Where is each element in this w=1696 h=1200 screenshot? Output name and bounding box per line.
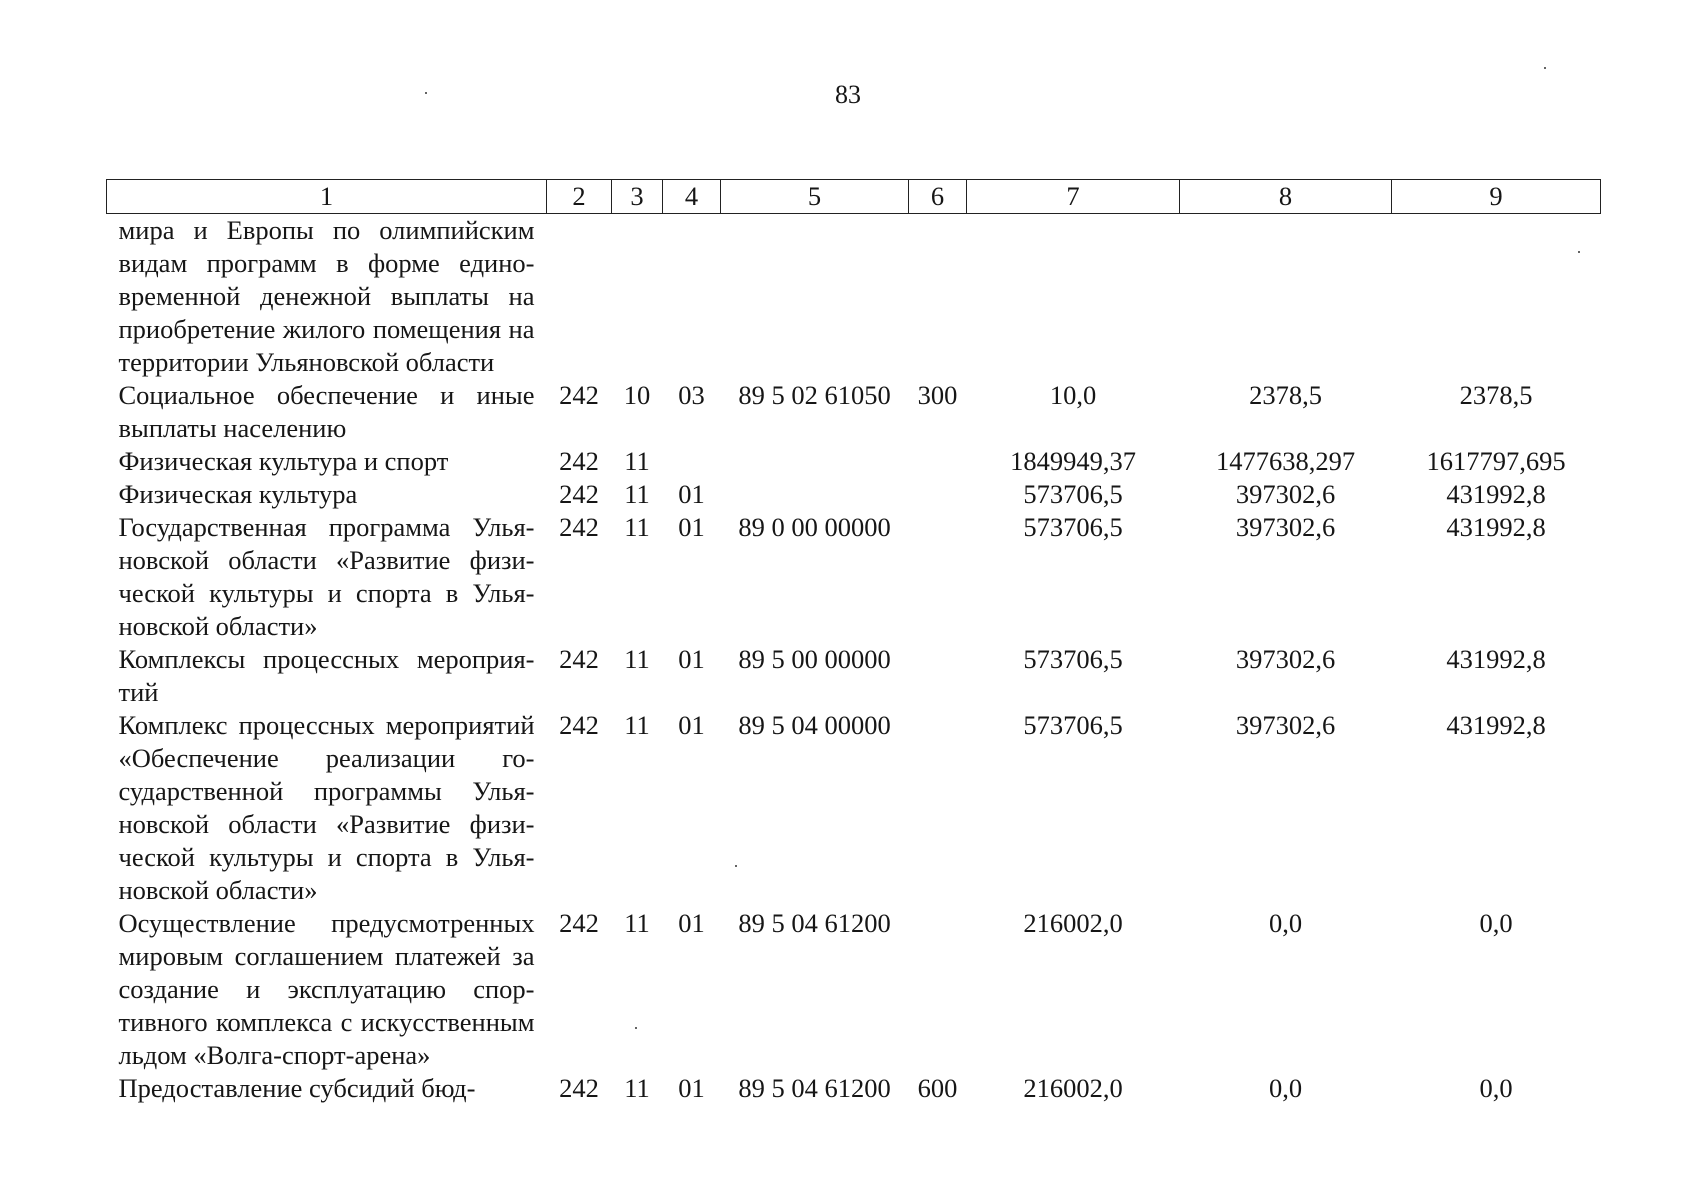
column-header: 8 (1180, 180, 1392, 214)
row-description: Комплекс процессных мероприятий «Обеспечение реализации государственной программы Ульяновской области «Развитие физической культуры и спорта в Ульяновской области» (118, 710, 535, 905)
row-description: Физическая культура (118, 479, 358, 509)
cell-col8: 397302,6 (1235, 512, 1336, 542)
row-description: Осуществление предусмотренных мировым соглашением платежей за создание и эксплуатацию спортивного комплекса с искусственным льдом «Волга-спорт-арена» (118, 908, 535, 1070)
column-header: 7 (967, 180, 1180, 214)
header-row (107, 180, 1601, 214)
cell-col9: 2378,5 (1459, 380, 1533, 410)
cell-col3: 11 (624, 644, 650, 674)
table-row (107, 379, 1601, 445)
column-header: 2 (547, 180, 612, 214)
cell-col9: 431992,8 (1446, 710, 1546, 740)
cell-col2: 242 (559, 380, 599, 410)
cell-col8: 397302,6 (1235, 710, 1336, 740)
cell-col3 (612, 214, 663, 380)
cell-col5 (721, 214, 909, 380)
cell-col7: 573706,5 (1023, 479, 1123, 509)
cell-col2: 242 (559, 710, 599, 740)
cell-col4 (663, 214, 721, 380)
scan-speck (635, 1027, 637, 1029)
cell-col3: 11 (624, 479, 650, 509)
cell-col5: 89 5 04 61200 (738, 908, 891, 938)
cell-col8: 1477638,297 (1215, 446, 1356, 476)
cell-col7: 216002,0 (1023, 1073, 1123, 1103)
cell-col3: 11 (624, 908, 650, 938)
cell-col2: 242 (559, 1073, 599, 1103)
cell-col4: 01 (678, 644, 705, 674)
cell-col2: 242 (559, 644, 599, 674)
row-description: Комплексы процессных мероприятий (118, 644, 535, 707)
cell-col3: 11 (624, 446, 650, 476)
cell-col9: 431992,8 (1446, 512, 1546, 542)
cell-col7 (967, 214, 1180, 380)
page-number: 83 (835, 80, 861, 109)
cell-col2: 242 (559, 446, 599, 476)
cell-col8: 397302,6 (1235, 644, 1336, 674)
cell-col6 (909, 511, 967, 643)
table-row (107, 907, 1601, 1072)
cell-col9: 0,0 (1479, 908, 1513, 938)
cell-col5: 89 5 04 61200 (738, 1073, 891, 1103)
cell-col6: 600 (917, 1073, 958, 1103)
cell-col4 (663, 445, 721, 478)
cell-col5: 89 0 00 00000 (738, 512, 891, 542)
cell-col8: 0,0 (1268, 1073, 1303, 1103)
cell-col3: 10 (623, 380, 651, 410)
table-row (107, 445, 1601, 478)
row-description: Государственная программа Ульяновской области «Развитие физической культуры и спорта в Ульяновской области» (118, 512, 535, 641)
column-header: 6 (909, 180, 967, 214)
cell-col7: 10,0 (1049, 380, 1097, 410)
table-row (107, 643, 1601, 709)
cell-col9: 431992,8 (1446, 644, 1546, 674)
row-description: мира и Европы по олимпийским видам программ в форме единовременной денежной выплаты на приобретение жилого помещения на территории Ульяновской области (118, 215, 535, 377)
cell-col9: 1617797,695 (1426, 446, 1566, 476)
cell-col2 (547, 214, 612, 380)
cell-col4: 01 (678, 710, 705, 740)
cell-col5: 89 5 04 00000 (738, 710, 891, 740)
cell-col6 (909, 445, 967, 478)
cell-col5: 89 5 02 61050 (738, 380, 891, 410)
cell-col9 (1392, 214, 1601, 380)
table-row (107, 1072, 1601, 1105)
cell-col4: 01 (678, 512, 705, 542)
column-header: 5 (721, 180, 909, 214)
scan-speck (735, 865, 737, 867)
cell-col6 (909, 907, 967, 1072)
cell-col7: 1849949,37 (1010, 446, 1136, 476)
cell-col8: 0,0 (1268, 908, 1303, 938)
scan-speck (1578, 251, 1580, 253)
table-row (107, 709, 1601, 907)
column-header: 1 (107, 180, 547, 214)
cell-col5 (721, 445, 909, 478)
cell-col4: 01 (678, 479, 705, 509)
cell-col7: 573706,5 (1023, 512, 1123, 542)
cell-col5 (721, 478, 909, 511)
cell-col4: 01 (678, 908, 705, 938)
cell-col4: 01 (678, 1073, 705, 1103)
cell-col2: 242 (559, 908, 599, 938)
scan-speck (1544, 67, 1546, 69)
cell-col3: 11 (624, 1073, 650, 1103)
cell-col6 (909, 214, 967, 380)
table-row (107, 478, 1601, 511)
row-description: Физическая культура и спорт (118, 446, 449, 476)
scan-speck (425, 92, 427, 94)
cell-col8: 2378,5 (1249, 380, 1322, 410)
cell-col6 (909, 643, 967, 709)
row-description: Социальное обеспечение и иные выплаты населению (118, 380, 535, 443)
table-row (107, 511, 1601, 643)
cell-col6: 300 (917, 380, 958, 410)
row-description: Предоставление субсидий бюд- (118, 1073, 476, 1103)
cell-col7: 216002,0 (1023, 908, 1123, 938)
cell-col9: 0,0 (1479, 1073, 1513, 1103)
cell-col4: 03 (678, 380, 705, 410)
cell-col8 (1180, 214, 1392, 380)
cell-col3: 11 (624, 710, 650, 740)
cell-col2: 242 (559, 512, 599, 542)
cell-col6 (909, 709, 967, 907)
cell-col7: 573706,5 (1023, 644, 1123, 674)
table-row (107, 214, 1601, 380)
cell-col6 (909, 478, 967, 511)
column-header: 4 (663, 180, 721, 214)
cell-col9: 431992,8 (1446, 479, 1546, 509)
cell-col5: 89 5 00 00000 (738, 644, 891, 674)
budget-table (106, 179, 1601, 1105)
cell-col7: 573706,5 (1023, 710, 1123, 740)
cell-col2: 242 (559, 479, 599, 509)
cell-col3: 11 (624, 512, 650, 542)
column-header: 3 (612, 180, 663, 214)
cell-col8: 397302,6 (1235, 479, 1336, 509)
column-header: 9 (1392, 180, 1601, 214)
